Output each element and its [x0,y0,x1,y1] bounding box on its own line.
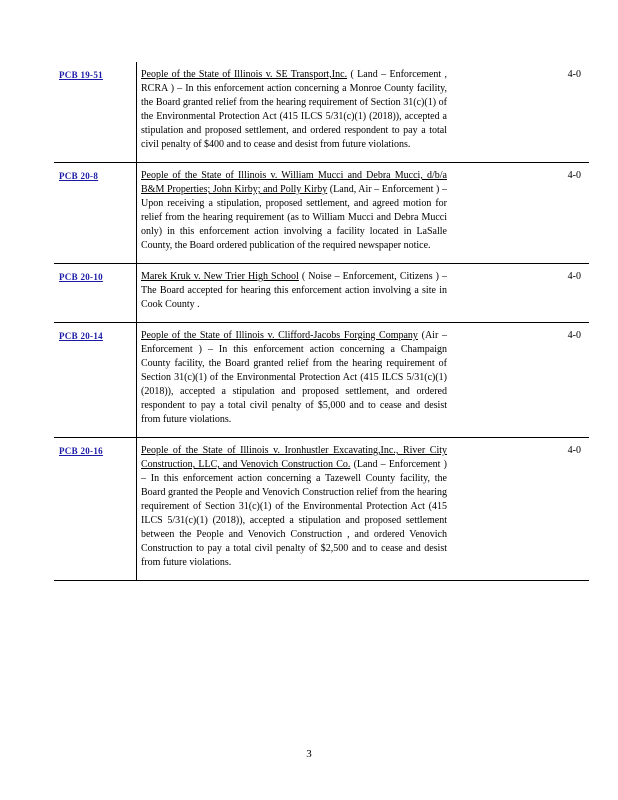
page-number: 3 [306,748,312,760]
vote-count: 4-0 [451,438,589,581]
case-title: Marek Kruk v. New Trier High School [141,271,299,282]
case-number-link[interactable]: PCB 20-14 [59,331,103,341]
case-number-link[interactable]: PCB 20-16 [59,446,103,456]
vote-count: 4-0 [567,69,581,80]
vote-count: 4-0 [451,163,589,264]
case-title: People of the State of Illinois v. SE Transport,Inc. [141,69,348,80]
case-title: People of the State of Illinois v. Clifford-Jacobs Forging Company [141,330,418,341]
case-number-link[interactable]: PCB 20-8 [59,171,99,181]
case-title: People of the State of Illinois v. Ironhustler Excavating,Inc., River City Construction, LLC, and Venovich Construction Co. [141,445,447,470]
case-description: (Land – Enforcement ) – In this enforcement action concerning a Tazewell County facility, the Board granted the People and Venovich Construction relief from the hearing requirement of Section 31(c)(1) of the Environmental Protection Act (415 ILCS 5/31(c)(1) (2018)), accepted a stipulation and proposed settlement between the People and Venovich Construction , and ordered Venovich Construction to pay a total civil penalty of $2,500 and to cease and desist from future violations. [141,459,447,568]
case-description: ( Land – Enforcement , RCRA ) – In this enforcement action concerning a Monroe County facility, the Board granted relief from the hearing requirement of Section 31(c)(1) of the Environmental Protection Act (415 ILCS 5/31(c)(1) (2018)), accepted a stipulation and proposed settlement, and ordered respondent to pay a total civil penalty of $400 and to cease and desist from future violations. [141,69,447,150]
table-row [54,264,589,323]
table-row [54,438,589,581]
vote-count: 4-0 [451,264,589,323]
vote-count: 4-0 [451,323,589,438]
table-row [54,163,589,264]
case-number-link[interactable]: PCB 20-10 [59,272,103,282]
table-row [54,323,589,438]
case-description: ( Noise – Enforcement, Citizens ) – The Board accepted for hearing this enforcement action involving a site in Cook County . [141,271,448,310]
case-title: People of the State of Illinois v. William Mucci and Debra Mucci, d/b/a B&M Properties; John Kirby; and Polly Kirby [141,170,447,195]
case-description: (Air – Enforcement ) – In this enforcement action concerning a Champaign County facility, the Board granted relief from the hearing requirement of Section 31(c)(1) of the Environmental Protection Act (415 ILCS 5/31(c)(1) (2018)), accepted a stipulation and proposed settlement, and ordered respondent to pay a total civil penalty of $5,000 and to cease and desist from future violations. [141,330,447,425]
case-table [54,62,589,581]
case-description: (Land, Air – Enforcement ) – Upon receiving a stipulation, proposed settlement, and agreed motion for relief from the hearing requirement (as to William Mucci and Debra Mucci only) in this enforcement action involving a facility located in LaSalle County, the Board ordered publication of the required newspaper notice. [141,184,447,251]
table-row [54,62,589,163]
case-number-link[interactable]: PCB 19-51 [59,70,103,80]
